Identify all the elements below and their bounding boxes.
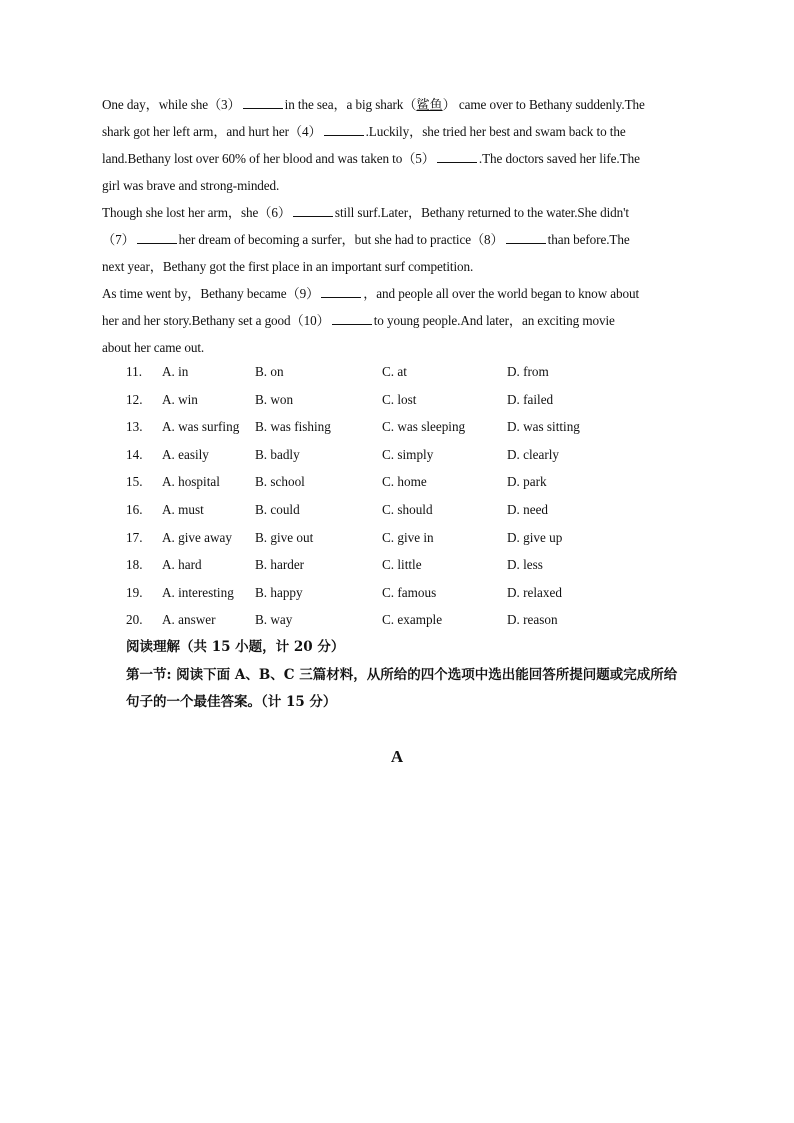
question-row (126, 579, 726, 607)
passage-line: her and her story.Bethany set a good（10） to young people.And later，an exciting movie (102, 313, 615, 328)
question-row (126, 496, 726, 524)
question-number: 12. (126, 391, 143, 407)
option-c: C. lost (382, 391, 417, 407)
question-number: 13. (126, 419, 143, 435)
option-b: B. way (255, 612, 293, 628)
passage-line: land.Bethany lost over 60% of her blood and was taken to（5） .The doctors saved her life.The (102, 151, 640, 166)
option-d: D. need (507, 501, 549, 517)
option-c: C. example (382, 612, 443, 628)
answer-blank (332, 312, 372, 325)
question-number: 17. (126, 529, 143, 545)
option-d: D. clearly (507, 446, 559, 462)
passage-line: （7） her dream of becoming a surfer，but she had to practice（8） than before.The (102, 232, 630, 247)
option-d: D. park (507, 474, 547, 490)
option-b: B. school (255, 474, 305, 490)
instruction-line: 第一节: 阅读下面 A、B、C 三篇材料，从所给的四个选项中选出能回答所提问题或完成所给 (126, 667, 678, 683)
question-row (126, 413, 726, 441)
option-d: D. reason (507, 612, 558, 628)
option-d: D. less (507, 557, 543, 573)
question-number: 14. (126, 446, 143, 462)
option-d: D. failed (507, 391, 554, 407)
option-c: C. at (382, 364, 407, 379)
passage-line: shark got her left arm，and hurt her（4） .Luckily，she tried her best and swam back to the (102, 124, 626, 139)
option-c: C. was sleeping (382, 419, 466, 435)
answer-blank (137, 231, 177, 244)
option-c: C. should (382, 501, 433, 517)
option-b: B. give out (255, 529, 314, 545)
option-a: A. answer (162, 612, 216, 628)
option-a: A. hard (162, 557, 202, 573)
option-a: A. hospital (162, 474, 220, 490)
question-row (126, 468, 726, 496)
instruction-line: 句子的一个最佳答案。（计 15 分） (126, 694, 337, 710)
passage-line: next year，Bethany got the first place in an important surf competition. (102, 259, 474, 274)
option-a: A. give away (162, 529, 232, 545)
option-b: B. could (255, 501, 300, 517)
answer-blank (321, 285, 361, 298)
section-instructions (126, 662, 706, 716)
question-number: 19. (126, 584, 143, 600)
question-row (126, 551, 726, 579)
option-d: D. from (507, 364, 549, 379)
option-c: C. famous (382, 584, 437, 600)
question-row (126, 441, 726, 469)
question-number: 18. (126, 557, 143, 573)
question-number: 20. (126, 612, 143, 628)
option-b: B. badly (255, 446, 300, 462)
question-number: 16. (126, 501, 143, 517)
answer-blank (324, 123, 364, 136)
passage-label: A (390, 747, 404, 766)
answer-blank (243, 96, 283, 109)
option-d: D. relaxed (507, 584, 562, 600)
option-b: B. happy (255, 584, 303, 600)
option-b: B. harder (255, 557, 305, 573)
option-a: A. was surfing (162, 419, 240, 435)
option-c: C. give in (382, 529, 434, 545)
passage-line: Though she lost her arm，she（6） still surf.Later，Bethany returned to the water.She didn't (102, 205, 629, 220)
answer-blank (506, 231, 546, 244)
option-d: D. give up (507, 529, 563, 545)
passage-line: One day，while she（3） in the sea，a big shark（鲨鱼） came over to Bethany suddenly.The (102, 97, 645, 112)
option-b: B. on (255, 364, 284, 379)
question-row (126, 606, 726, 634)
option-a: A. interesting (162, 584, 234, 600)
option-a: A. win (162, 391, 198, 407)
answer-blank (437, 150, 477, 163)
option-b: B. won (255, 391, 294, 407)
question-row (126, 386, 726, 414)
option-a: A. must (162, 501, 204, 517)
passage-line: about her came out. (102, 340, 205, 355)
option-c: C. little (382, 557, 422, 573)
answer-blank (293, 204, 333, 217)
cloze-passage (102, 91, 702, 361)
option-a: A. easily (162, 446, 209, 462)
option-a: A. in (162, 364, 189, 379)
option-b: B. was fishing (255, 419, 331, 435)
section-heading: 阅读理解（共 15 小题，计 20 分） (126, 639, 345, 655)
question-row (126, 524, 726, 552)
passage-line: girl was brave and strong-minded. (102, 178, 280, 193)
question-options (126, 358, 726, 634)
option-c: C. simply (382, 446, 434, 462)
question-number: 15. (126, 474, 143, 490)
option-d: D. was sitting (507, 419, 580, 435)
passage-line: As time went by，Bethany became（9） ，and people all over the world began to know about (102, 286, 640, 301)
option-c: C. home (382, 474, 427, 490)
question-number: 11. (126, 364, 142, 379)
question-row (126, 358, 726, 386)
